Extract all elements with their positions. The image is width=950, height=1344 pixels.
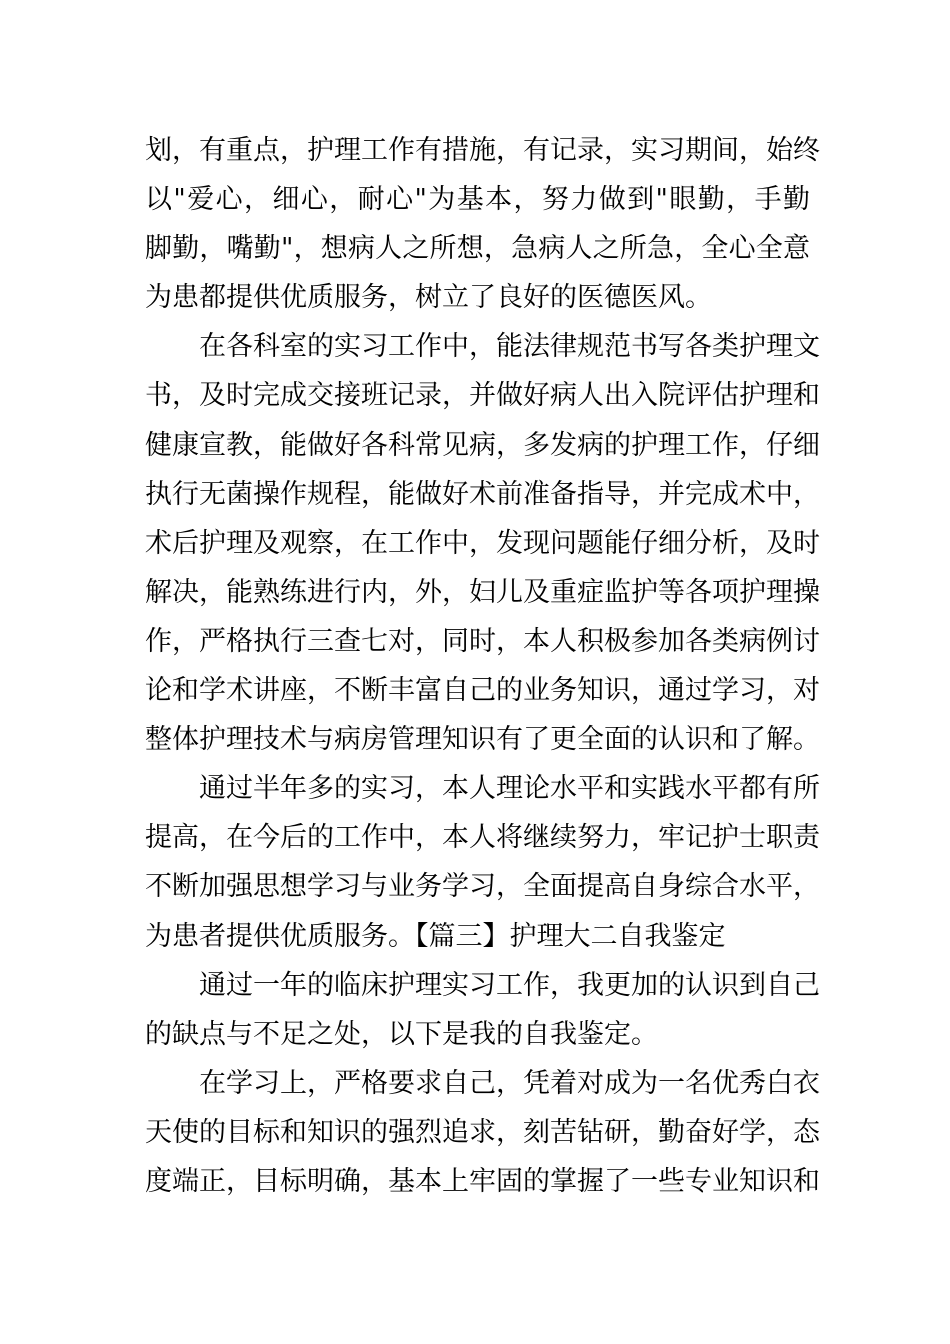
text-line: 执行无菌操作规程，能做好术前准备指导，并完成术中， (145, 478, 820, 510)
text-line: 脚勤，嘴勤"，想病人之所想，急病人之所急，全心全意 (145, 233, 810, 265)
text-line: 作，严格执行三查七对，同时，本人积极参加各类病例讨 (145, 625, 820, 657)
paragraph-first-line: 在各科室的实习工作中，能法律规范书写各类护理文 (199, 331, 820, 363)
text-line: 不断加强思想学习与业务学习，全面提高自身综合水平， (145, 871, 820, 903)
paragraph-first-line: 在学习上，严格要求自己，凭着对成为一名优秀白衣 (199, 1067, 820, 1099)
text-line: 论和学术讲座，不断丰富自己的业务知识，通过学习，对 (145, 675, 820, 707)
text-line: 度端正，目标明确，基本上牢固的掌握了一些专业知识和 (145, 1165, 820, 1197)
text-line: 以"爱心，细心，耐心"为基本，努力做到"眼勤，手勤 (145, 184, 810, 216)
text-line: 为患都提供优质服务，树立了良好的医德医风。 (145, 282, 712, 314)
text-line: 书，及时完成交接班记录，并做好病人出入院评估护理和 (145, 380, 820, 412)
text-line: 天使的目标和知识的强烈追求，刻苦钻研，勤奋好学，态 (145, 1116, 820, 1148)
text-line: 健康宣教，能做好各科常见病，多发病的护理工作，仔细 (145, 429, 820, 461)
text-line: 解决，能熟练进行内，外，妇儿及重症监护等各项护理操 (145, 576, 820, 608)
text-line: 为患者提供优质服务。【篇三】护理大二自我鉴定 (145, 920, 726, 952)
text-line: 划，有重点，护理工作有措施，有记录，实习期间，始终 (145, 135, 820, 166)
paragraph-first-line: 通过半年多的实习，本人理论水平和实践水平都有所 (199, 773, 820, 805)
text-line: 提高，在今后的工作中，本人将继续努力，牢记护士职责 (145, 822, 820, 854)
text-line: 整体护理技术与病房管理知识有了更全面的认识和了解。 (145, 724, 820, 756)
paragraph-first-line: 通过一年的临床护理实习工作，我更加的认识到自己 (199, 969, 820, 1001)
text-line: 的缺点与不足之处，以下是我的自我鉴定。 (145, 1018, 658, 1050)
text-line: 术后护理及观察，在工作中，发现问题能仔细分析，及时 (145, 527, 820, 559)
document-page (145, 126, 820, 1206)
